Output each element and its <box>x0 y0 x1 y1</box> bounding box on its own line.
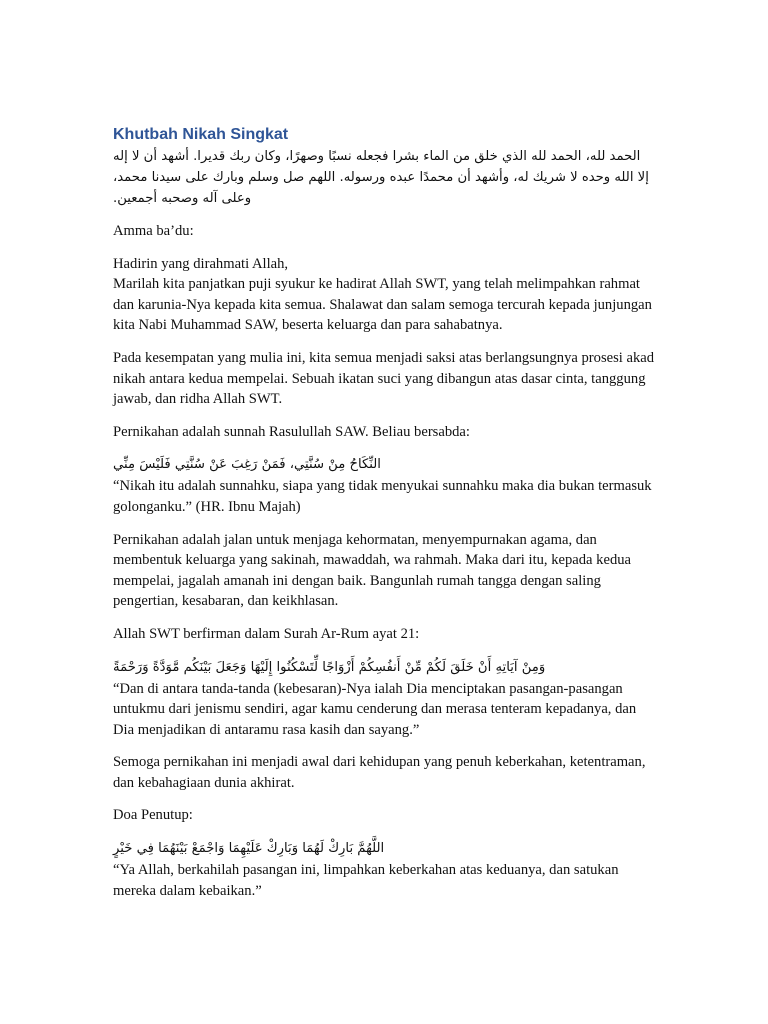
greeting-paragraph <box>113 254 655 336</box>
gratitude-text: Marilah kita panjatkan puji syukur ke hadirat Allah SWT, yang telah melimpahkan rahmat dan karunia-Nya kepada kita semua. Shalawat dan salam semoga tercurah kepada junjungan kita Nabi Muhammad SAW, beserta keluarga dan para sahabatnya. <box>113 276 652 334</box>
greeting-line: Hadirin yang dirahmati Allah, <box>113 255 289 272</box>
document-page <box>113 124 655 913</box>
purpose-paragraph: Pernikahan adalah jalan untuk menjaga kehormatan, menyempurnakan agama, dan membentuk keluarga yang sakinah, mawaddah, wa rahmah. Maka dari itu, kepada kedua mempelai, jagalah amanah ini dengan baik. Bangunlah rumah tangga dengan saling pengertian, kesabaran, dan keikhlasan. <box>113 531 632 610</box>
amma-badu-text: Amma ba’du: <box>113 223 194 239</box>
hope-paragraph: Semoga pernikahan ini menjadi awal dari kehidupan yang penuh keberkahan, ketentraman, dan kebahagiaan dunia akhirat. <box>113 754 646 791</box>
verse-arabic-text: وَمِنْ آيَاتِهِ أَنْ خَلَقَ لَكُمْ مِّنْ أَنفُسِكُمْ أَزْوَاجًا لِّتَسْكُنُوا إِلَيْهَا وَجَعَلَ بَيْنَكُم مَّوَدَّةً وَرَحْمَةً <box>113 659 546 675</box>
hadith-intro-paragraph: Pernikahan adalah sunnah Rasulullah SAW. Beliau bersabda: <box>113 423 470 440</box>
document-title: Khutbah Nikah Singkat <box>113 126 289 143</box>
hadith-arabic-text: النِّكَاحُ مِنْ سُنَّتِي، فَمَنْ رَغِبَ عَنْ سُنَّتِي فَلَيْسَ مِنِّي <box>113 457 381 473</box>
hadith-translation-text: “Nikah itu adalah sunnahku, siapa yang tidak menyukai sunnahku maka dia bukan termasuk golonganku.” (HR. Ibnu Majah) <box>113 478 652 515</box>
verse-translation-text: “Dan di antara tanda-tanda (kebesaran)-Nya ialah Dia menciptakan pasangan-pasangan untukmu dari jenismu sendiri, agar kamu cenderung dan merasa tenteram kepadanya, dan Dia menjadikan di antaramu rasa kasih dan sayang.” <box>113 680 637 738</box>
closing-prayer-label: Doa Penutup: <box>113 807 193 824</box>
verse-intro-paragraph: Allah SWT berfirman dalam Surah Ar-Rum ayat 21: <box>113 625 420 642</box>
prayer-arabic-text: اللَّهُمَّ بَارِكْ لَهُمَا وَبَارِكْ عَلَيْهِمَا وَاجْمَعْ بَيْنَهُمَا فِي خَيْرٍ <box>113 841 385 857</box>
occasion-paragraph: Pada kesempatan yang mulia ini, kita semua menjadi saksi atas berlangsungnya prosesi akad nikah antara kedua mempelai. Sebuah ikatan suci yang dibangun atas dasar cinta, tanggung jawab, dan ridha Allah SWT. <box>113 349 655 408</box>
opening-arabic-text: الحمد لله، الحمد لله الذي خلق من الماء بشرا فجعله نسبًا وصهرًا، وكان ربك قديرا. أشهد أن لا إله إلا الله وحده لا شريك له، وأشهد أن محمدًا عبده ورسوله. اللهم صل وسلم وبارك على سيدنا محمد، وعلى آله وصحبه أجمعين. <box>113 149 649 206</box>
prayer-translation-text: “Ya Allah, berkahilah pasangan ini, limpahkan keberkahan atas keduanya, dan satukan mereka dalam kebaikan.” <box>113 862 619 899</box>
